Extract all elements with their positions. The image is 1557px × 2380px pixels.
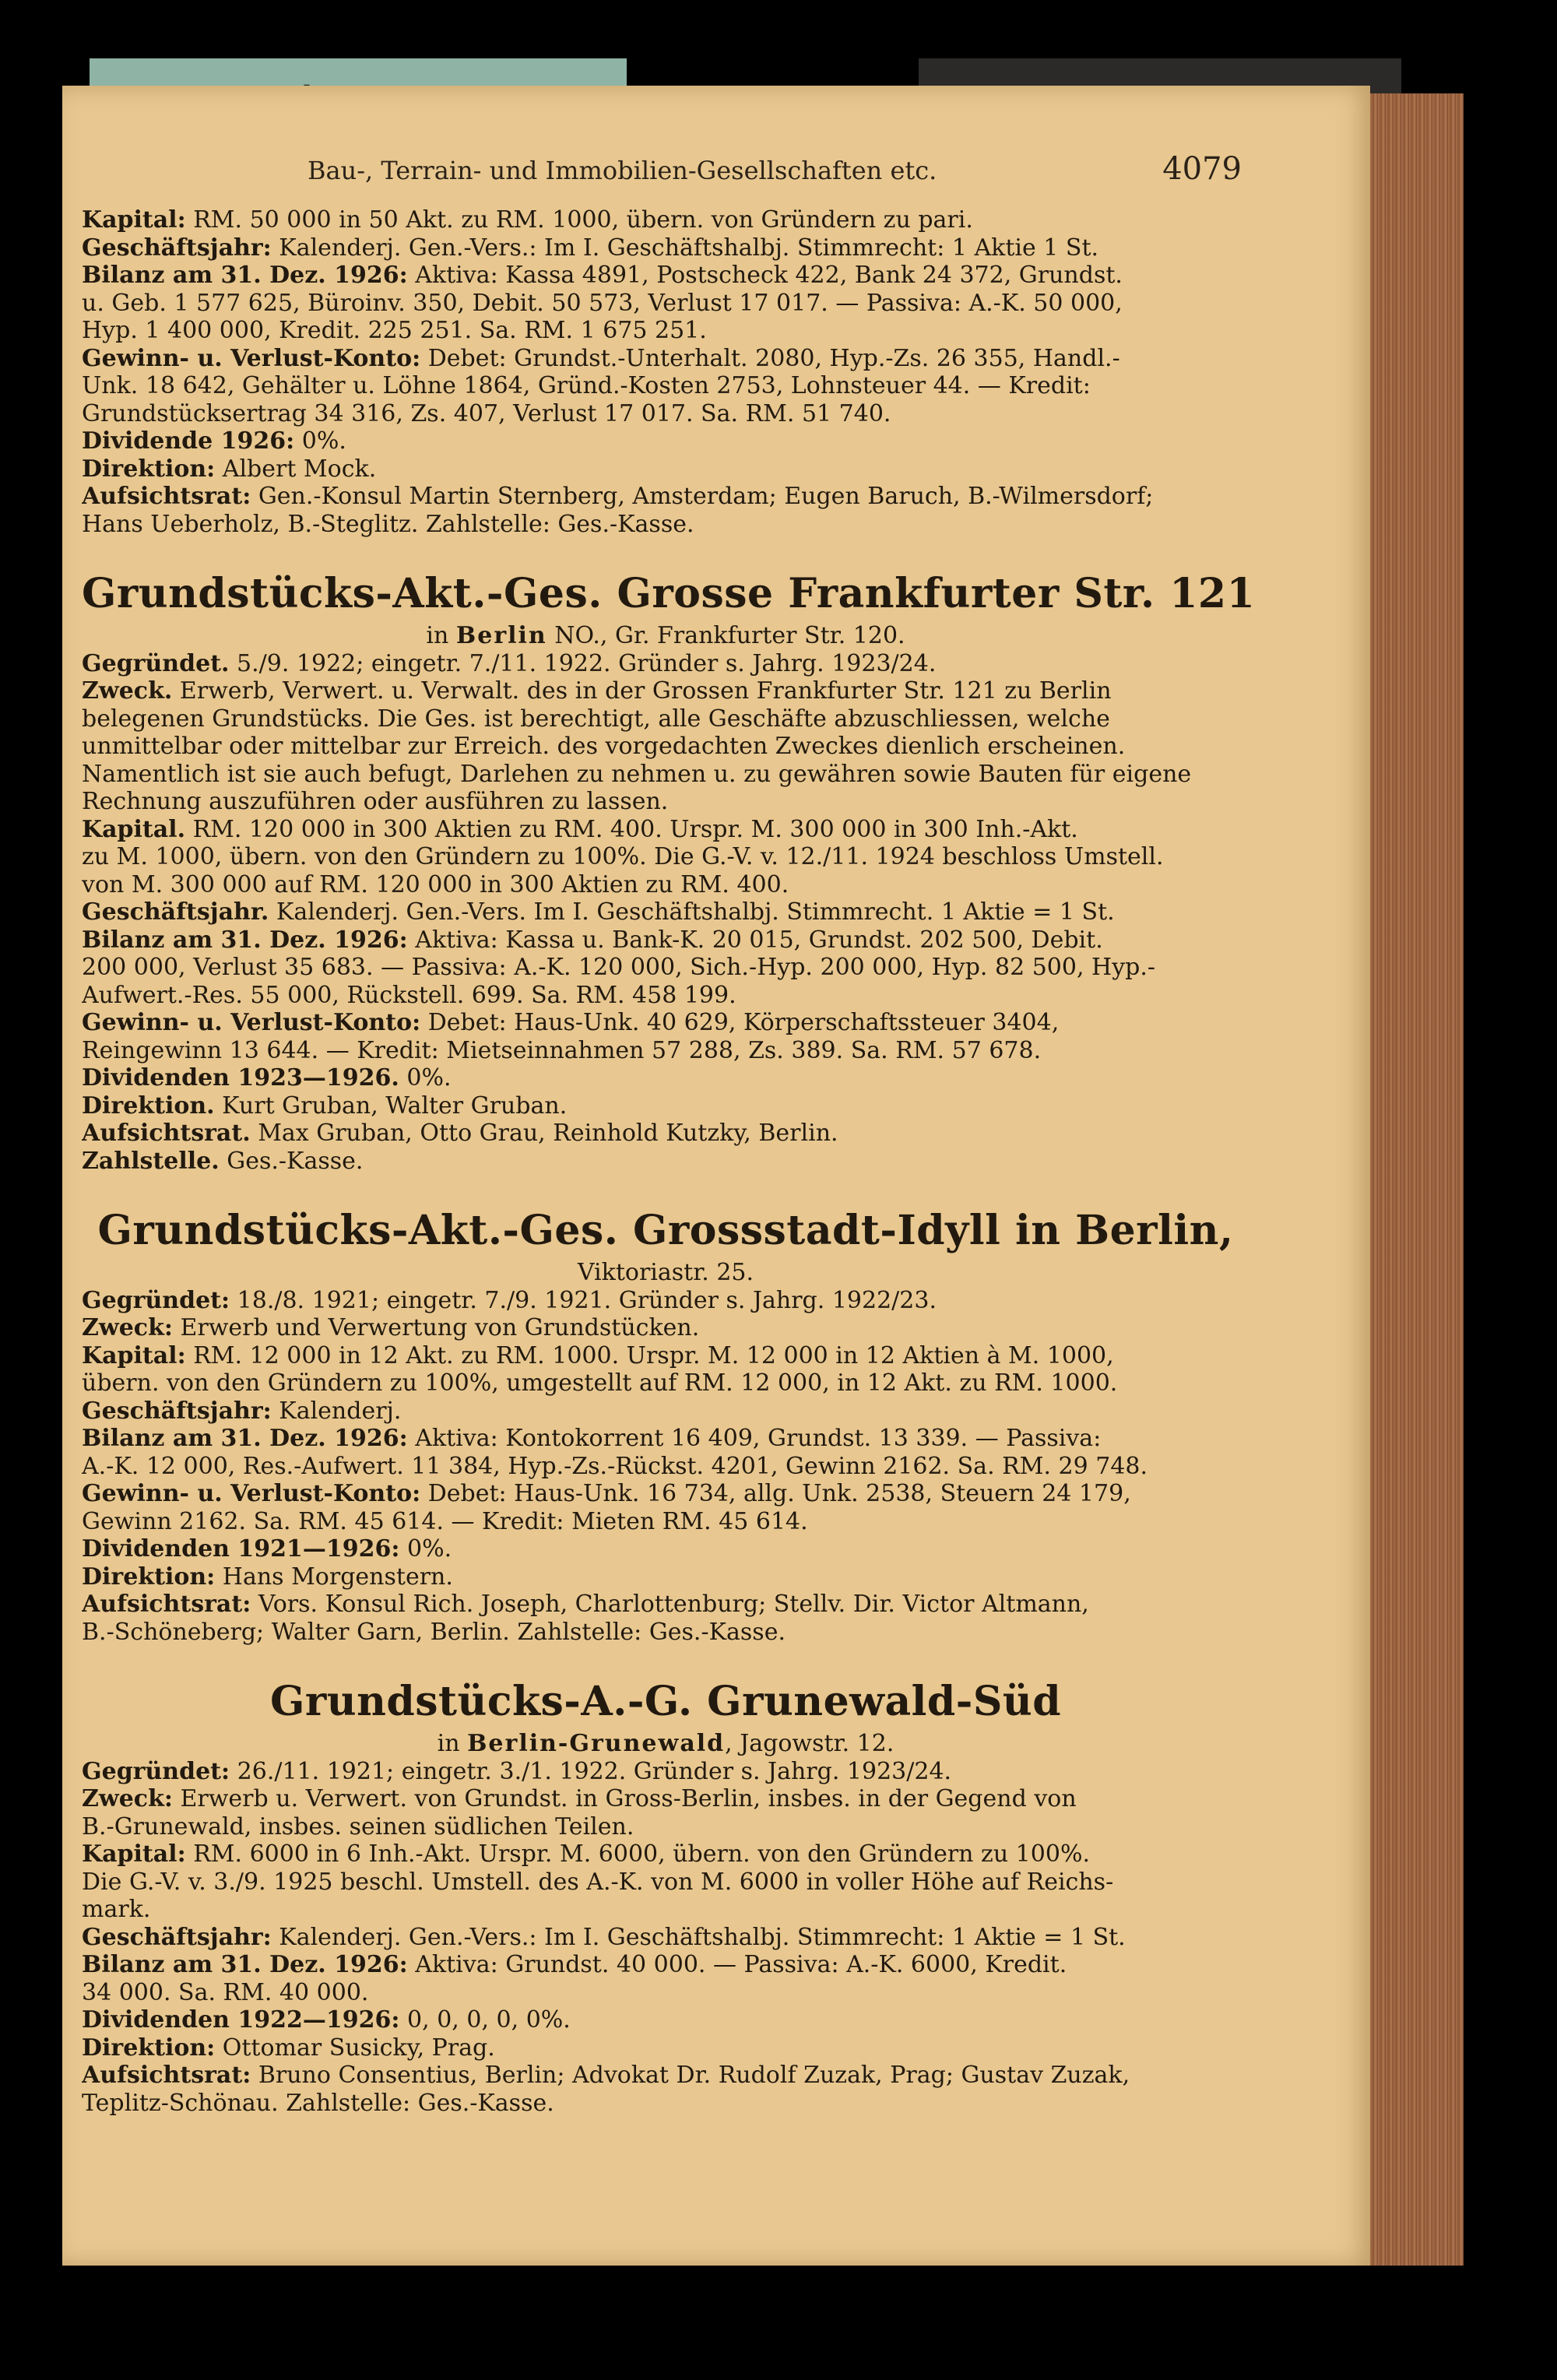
entry-previous-continued — [82, 206, 1249, 538]
text-line: Dividende 1926: 0%. — [82, 427, 346, 455]
text-line: Dividenden 1923—1926. 0%. — [82, 1064, 452, 1092]
text-line: Geschäftsjahr: Kalenderj. Gen.-Vers.: Im I. Geschäftshalbj. Stimmrecht: 1 Aktie = 1 St. — [82, 1923, 1126, 1951]
text-line: B.-Schöneberg; Walter Garn, Berlin. Zahlstelle: Ges.-Kasse. — [82, 1618, 786, 1646]
text-line: belegenen Grundstücks. Die Ges. ist berechtigt, alle Geschäfte abzuschliessen, welche — [82, 705, 1110, 733]
text-line: Aufsichtsrat: Bruno Consentius, Berlin; Advokat Dr. Rudolf Zuzak, Prag; Gustav Zuzak, — [82, 2062, 1130, 2089]
entry-grossstadt-idyll — [82, 1206, 1249, 1646]
text-line: übern. von den Gründern zu 100%, umgestellt auf RM. 12 000, in 12 Akt. zu RM. 1000. — [82, 1369, 1118, 1397]
text-line: Dividenden 1922—1926: 0, 0, 0, 0, 0%. — [82, 2006, 571, 2034]
text-line: Kapital: RM. 50 000 in 50 Akt. zu RM. 1000, übern. von Gründern zu pari. — [82, 206, 973, 234]
text-line: Bilanz am 31. Dez. 1926: Aktiva: Grundst. 40 000. — Passiva: A.-K. 6000, Kredit. — [82, 1951, 1067, 1978]
running-header — [308, 151, 1242, 195]
page-edges — [1370, 93, 1464, 2266]
text-line: Geschäftsjahr: Kalenderj. — [82, 1397, 402, 1425]
text-line: mark. — [82, 1896, 151, 1923]
text-line: Hans Ueberholz, B.-Steglitz. Zahlstelle: Ges.-Kasse. — [82, 510, 694, 538]
running-title: Bau-, Terrain- und Immobilien-Gesellschaften etc. — [308, 156, 937, 185]
text-line: Kapital: RM. 12 000 in 12 Akt. zu RM. 1000. Urspr. M. 12 000 in 12 Aktien à M. 1000, — [82, 1341, 1114, 1369]
text-line: 34 000. Sa. RM. 40 000. — [82, 1978, 369, 2006]
text-line: A.-K. 12 000, Res.-Aufwert. 11 384, Hyp.-Zs.-Rückst. 4201, Gewinn 2162. Sa. RM. 29 748. — [82, 1452, 1148, 1480]
entry-location: in Berlin-Grunewald, Jagowstr. 12. — [437, 1730, 894, 1757]
text-line: Zweck. Erwerb, Verwert. u. Verwalt. des in der Grossen Frankfurter Str. 121 zu Berlin — [82, 677, 1112, 705]
text-line: von M. 300 000 auf RM. 120 000 in 300 Aktien zu RM. 400. — [82, 870, 789, 898]
text-line: Gewinn- u. Verlust-Konto: Debet: Haus-Unk. 40 629, Körperschaftssteuer 3404, — [82, 1009, 1060, 1036]
text-line: Reingewinn 13 644. — Kredit: Mietseinnahmen 57 288, Zs. 389. Sa. RM. 57 678. — [82, 1036, 1042, 1064]
text-line: Aufsichtsrat: Vors. Konsul Rich. Joseph, Charlottenburg; Stellv. Dir. Victor Altmann, — [82, 1591, 1089, 1618]
text-line: Geschäftsjahr: Kalenderj. Gen.-Vers.: Im I. Geschäftshalbj. Stimmrecht: 1 Aktie 1 St. — [82, 234, 1099, 262]
text-line: Gewinn- u. Verlust-Konto: Debet: Grundst.-Unterhalt. 2080, Hyp.-Zs. 26 355, Handl.- — [82, 344, 1120, 372]
entry-location: in Berlin NO., Gr. Frankfurter Str. 120. — [426, 622, 905, 649]
text-line: Aufwert.-Res. 55 000, Rückstell. 699. Sa. RM. 458 199. — [82, 981, 736, 1009]
text-line: unmittelbar oder mittelbar zur Erreich. des vorgedachten Zweckes dienlich erscheinen. — [82, 733, 1126, 760]
entry-title: Grundstücks-A.-G. Grunewald-Süd — [269, 1678, 1062, 1725]
text-line: Direktion. Kurt Gruban, Walter Gruban. — [82, 1092, 568, 1120]
text-line: Dividenden 1921—1926: 0%. — [82, 1535, 452, 1563]
text-line: Kapital. RM. 120 000 in 300 Aktien zu RM. 400. Urspr. M. 300 000 in 300 Inh.-Akt. — [82, 815, 1078, 843]
text-line: Zweck: Erwerb und Verwertung von Grundstücken. — [82, 1314, 700, 1341]
text-line: Gewinn- u. Verlust-Konto: Debet: Haus-Unk. 16 734, allg. Unk. 2538, Steuern 24 179, — [82, 1480, 1131, 1507]
entry-title: Grundstücks-Akt.-Ges. Grosse Frankfurter Str. 121 — [82, 570, 1256, 617]
text-line: u. Geb. 1 577 625, Büroinv. 350, Debit. 50 573, Verlust 17 017. — Passiva: A.-K. 50 000, — [82, 289, 1123, 317]
text-line: 200 000, Verlust 35 683. — Passiva: A.-K. 120 000, Sich.-Hyp. 200 000, Hyp. 82 500, Hyp.- — [82, 954, 1156, 981]
text-line: Grundstücksertrag 34 316, Zs. 407, Verlust 17 017. Sa. RM. 51 740. — [82, 399, 891, 427]
text-line: zu M. 1000, übern. von den Gründern zu 100%. Die G.-V. v. 12./11. 1924 beschloss Umstell. — [82, 843, 1164, 870]
text-line: Rechnung auszuführen oder ausführen zu lassen. — [82, 788, 669, 815]
text-line: Gewinn 2162. Sa. RM. 45 614. — Kredit: Mieten RM. 45 614. — [82, 1507, 808, 1535]
text-line: Kapital: RM. 6000 in 6 Inh.-Akt. Urspr. M. 6000, übern. von den Gründern zu 100%. — [82, 1840, 1090, 1868]
text-line: Direktion: Hans Morgenstern. — [82, 1563, 453, 1591]
entry-grosse-frankfurter — [82, 569, 1256, 1175]
text-line: Bilanz am 31. Dez. 1926: Aktiva: Kassa 4891, Postscheck 422, Bank 24 372, Grundst. — [82, 262, 1123, 289]
text-line: Gegründet: 26./11. 1921; eingetr. 3./1. 1922. Gründer s. Jahrg. 1923/24. — [82, 1757, 952, 1785]
text-line: Aufsichtsrat: Gen.-Konsul Martin Sternberg, Amsterdam; Eugen Baruch, B.-Wilmersdorf; — [82, 483, 1154, 510]
text-line: Namentlich ist sie auch befugt, Darlehen zu nehmen u. zu gewähren sowie Bauten für eigene — [82, 760, 1192, 788]
text-line: Gegründet: 18./8. 1921; eingetr. 7./9. 1921. Gründer s. Jahrg. 1922/23. — [82, 1286, 937, 1314]
text-line: Teplitz-Schönau. Zahlstelle: Ges.-Kasse. — [82, 2089, 554, 2117]
entry-title: Grundstücks-Akt.-Ges. Grossstadt-Idyll in Berlin, — [97, 1207, 1234, 1254]
text-line: Zweck: Erwerb u. Verwert. von Grundst. in Gross-Berlin, insbes. in der Gegend von — [82, 1785, 1077, 1812]
page-text — [82, 206, 1256, 2117]
text-line: Direktion: Albert Mock. — [82, 455, 377, 483]
text-line: Unk. 18 642, Gehälter u. Löhne 1864, Gründ.-Kosten 2753, Lohnsteuer 44. — Kredit: — [82, 372, 1091, 399]
text-line: Aufsichtsrat. Max Gruban, Otto Grau, Reinhold Kutzky, Berlin. — [82, 1120, 838, 1147]
text-line: Die G.-V. v. 3./9. 1925 beschl. Umstell. des A.-K. von M. 6000 in voller Höhe auf Reichs- — [82, 1868, 1114, 1896]
text-line: Direktion: Ottomar Susicky, Prag. — [82, 2034, 495, 2062]
text-line: Hyp. 1 400 000, Kredit. 225 251. Sa. RM. 1 675 251. — [82, 317, 707, 344]
entry-grunewald-sued — [82, 1677, 1249, 2117]
text-line: Geschäftsjahr. Kalenderj. Gen.-Vers. Im I. Geschäftshalbj. Stimmrecht. 1 Aktie = 1 St. — [82, 898, 1115, 926]
page-number: 4079 — [1162, 151, 1242, 187]
text-line: Bilanz am 31. Dez. 1926: Aktiva: Kassa u. Bank-K. 20 015, Grundst. 202 500, Debit. — [82, 926, 1103, 954]
text-line: Zahlstelle. Ges.-Kasse. — [82, 1147, 364, 1175]
text-line: B.-Grunewald, insbes. seinen südlichen Teilen. — [82, 1812, 634, 1840]
text-line: Gegründet. 5./9. 1922; eingetr. 7./11. 1922. Gründer s. Jahrg. 1923/24. — [82, 649, 937, 677]
entry-location: Viktoriastr. 25. — [577, 1259, 754, 1286]
text-line: Bilanz am 31. Dez. 1926: Aktiva: Kontokorrent 16 409, Grundst. 13 339. — Passiva: — [82, 1425, 1102, 1452]
